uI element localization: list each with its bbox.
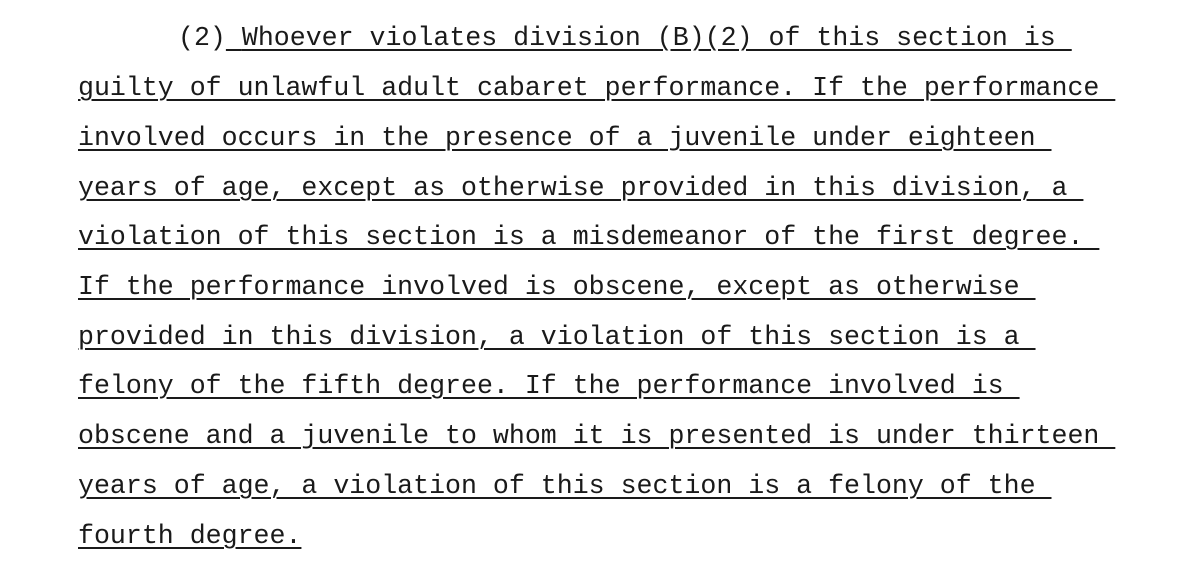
paragraph-line-11: fourth degree. [78, 521, 302, 551]
paragraph-line-1 [178, 20, 1072, 56]
paragraph-line-7: provided in this division, a violation of this section is a [78, 322, 1036, 352]
paragraph-line-3: involved occurs in the presence of a juvenile under eighteen [78, 123, 1052, 153]
paragraph-line-4: years of age, except as otherwise provided in this division, a [78, 173, 1084, 203]
paragraph-line-5: violation of this section is a misdemeanor of the first degree. [78, 222, 1100, 252]
paragraph-line-1-text: Whoever violates division (B)(2) of this section is [241, 23, 1072, 53]
paragraph-line-9: obscene and a juvenile to whom it is presented is under thirteen [78, 421, 1116, 451]
paragraph-line-2: guilty of unlawful adult cabaret performance. If the performance [78, 73, 1116, 103]
paragraph-line-6: If the performance involved is obscene, except as otherwise [78, 272, 1036, 302]
paragraph-line-10: years of age, a violation of this section is a felony of the [78, 471, 1052, 501]
paragraph-line-8: felony of the fifth degree. If the performance involved is [78, 371, 1020, 401]
division-marker: (2) [178, 23, 226, 53]
